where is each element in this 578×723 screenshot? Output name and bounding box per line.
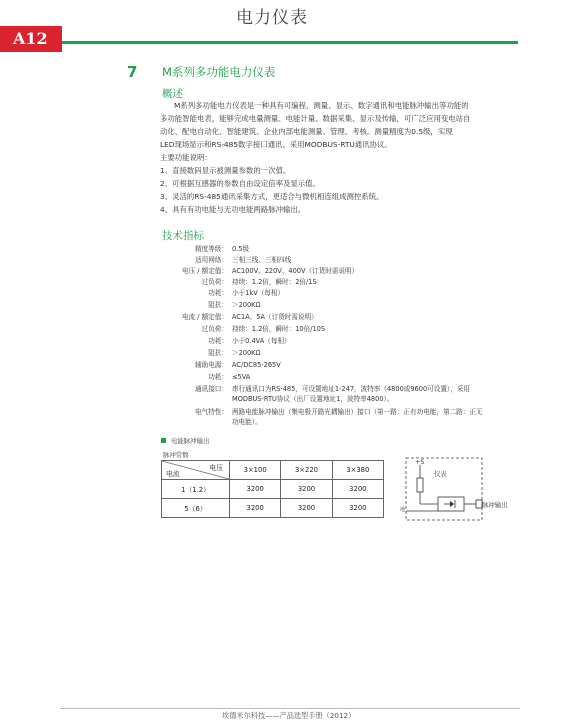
features-title: 主要功能说明：	[160, 153, 212, 162]
spec-label: 阻抗：	[208, 301, 228, 309]
spec-label: 功耗：	[208, 373, 228, 381]
spec-value: 三相三线、三相四线	[232, 256, 292, 264]
spec-label: 通讯接口：	[195, 385, 228, 393]
spec-value: ≤5VA	[232, 373, 251, 381]
overview-line: 动化、配电自动化、智能建筑、企业内部电能测量、管理、考核。测量精度为0.5级，实现	[160, 127, 453, 136]
feature-item: 2、可根据互感器的参数自由设定倍率及显示值。	[160, 179, 320, 188]
overview-line: M系列多功能电力仪表是一种具有可编程、测量、显示、数字通讯和电能脉冲输出等功能的	[174, 101, 469, 110]
table-row	[162, 499, 384, 518]
voltage-header: 3×380	[332, 461, 383, 480]
feature-item: 1、直接数码显示被测量参数的一次值。	[160, 166, 291, 175]
footer-divider	[60, 708, 520, 709]
spec-label: 过负荷：	[201, 325, 228, 333]
table-header-row	[162, 461, 384, 480]
page-number-tag	[0, 26, 62, 52]
spec-value-cont: 功电能）。	[232, 418, 262, 426]
spec-label: 辅助电源：	[195, 361, 228, 369]
legend-square-icon	[161, 438, 166, 443]
corner-cell	[162, 461, 230, 480]
table-row	[162, 480, 384, 499]
overview-line: LED现场显示和RS-485数字接口通讯、采用MODBUS-RTU通讯协议。	[160, 140, 392, 149]
overview-heading: 概述	[162, 88, 183, 100]
value-cell: 3200	[332, 480, 383, 499]
circuit-output-label: 脉冲输出	[482, 501, 508, 509]
spec-label: 功耗：	[208, 289, 228, 297]
spec-value: AC/DC85-265V	[232, 361, 281, 369]
overview-paragraph	[160, 99, 518, 216]
section-title: M系列多功能电力仪表	[162, 65, 276, 79]
section-number: 7	[127, 63, 138, 81]
footer-text: 埃德米尔科技——产品选型手册（2012）	[222, 711, 356, 720]
spec-value: 0.5级	[232, 245, 250, 253]
spec-value: 持续：1.2倍，瞬时：10倍/10S	[232, 325, 326, 333]
voltage-header: 3×100	[230, 461, 281, 480]
spec-value: ＞200KΩ	[232, 349, 261, 357]
current-cell: 5（6）	[162, 499, 230, 518]
spec-value: AC1A、5A（订货时需说明）	[232, 313, 318, 321]
value-cell: 3200	[281, 480, 332, 499]
voltage-header: 3×220	[281, 461, 332, 480]
spec-label: 阻抗：	[208, 349, 228, 357]
spec-label: 电气特性：	[195, 408, 228, 416]
spec-value: 串行通讯口为RS-485，可设置地址1-247，波特率（4800或9600可设置），采用	[232, 385, 470, 393]
spec-value-cont: MODBUS-RTU协议（出厂设置地址1，波特率4800）。	[232, 395, 394, 403]
feature-item: 4、具有有功电能与无功电能两路脉冲输出。	[160, 205, 306, 214]
value-cell: 3200	[332, 499, 383, 518]
page-header-title: 电力仪表	[236, 8, 308, 28]
spec-label: 电流 / 额定值：	[182, 313, 228, 321]
circuit-meter-label: 仪表	[434, 470, 447, 478]
value-cell: 3200	[230, 480, 281, 499]
header-divider	[62, 41, 518, 44]
spec-value: 持续：1.2倍，瞬时：2倍/1S	[232, 278, 317, 286]
spec-label: 适用网络：	[195, 256, 228, 264]
specs-heading: 技术指标	[162, 230, 204, 242]
spec-label: 功耗：	[208, 337, 228, 345]
spec-value: 小于0.4VA（每相）	[232, 337, 291, 345]
pulse-legend: 电能脉冲输出	[171, 437, 210, 445]
spec-label: 电压 / 额定值：	[182, 267, 228, 275]
spec-label: 过负荷：	[201, 278, 228, 286]
corner-current-label: 电流	[166, 470, 180, 478]
pulse-constant-table	[161, 460, 384, 518]
circuit-plus5-label: +5	[415, 458, 425, 466]
pulse-table-caption: 脉冲常数	[163, 451, 189, 459]
specs-list	[160, 245, 520, 430]
spec-value: 两路电能脉冲输出（集电极开路光耦输出）接口（第一路：正有功电能，第二路：正无	[232, 408, 483, 416]
spec-value: AC100V、220V、400V（订货时需说明）	[232, 267, 359, 275]
spec-value: ＞200KΩ	[232, 301, 261, 309]
page-number-label: A12	[13, 29, 48, 48]
spec-label: 精度等级：	[195, 245, 228, 253]
resistor-symbol	[417, 478, 423, 492]
spec-value: 小于1kV（每相）	[232, 289, 285, 297]
overview-line: 多功能智能电表，能够完成电量测量、电能计量、数据采集、显示及传输，可广泛应用变电站自	[160, 114, 471, 123]
value-cell: 3200	[281, 499, 332, 518]
corner-voltage-label: 电压	[209, 464, 223, 472]
current-cell: 1（1.2）	[162, 480, 230, 499]
value-cell: 3200	[230, 499, 281, 518]
feature-item: 3、灵活的RS-485通讯采集方式，更适合与微机相连组成测控系统。	[160, 192, 384, 201]
circuit-ground-label: 地	[400, 507, 406, 513]
